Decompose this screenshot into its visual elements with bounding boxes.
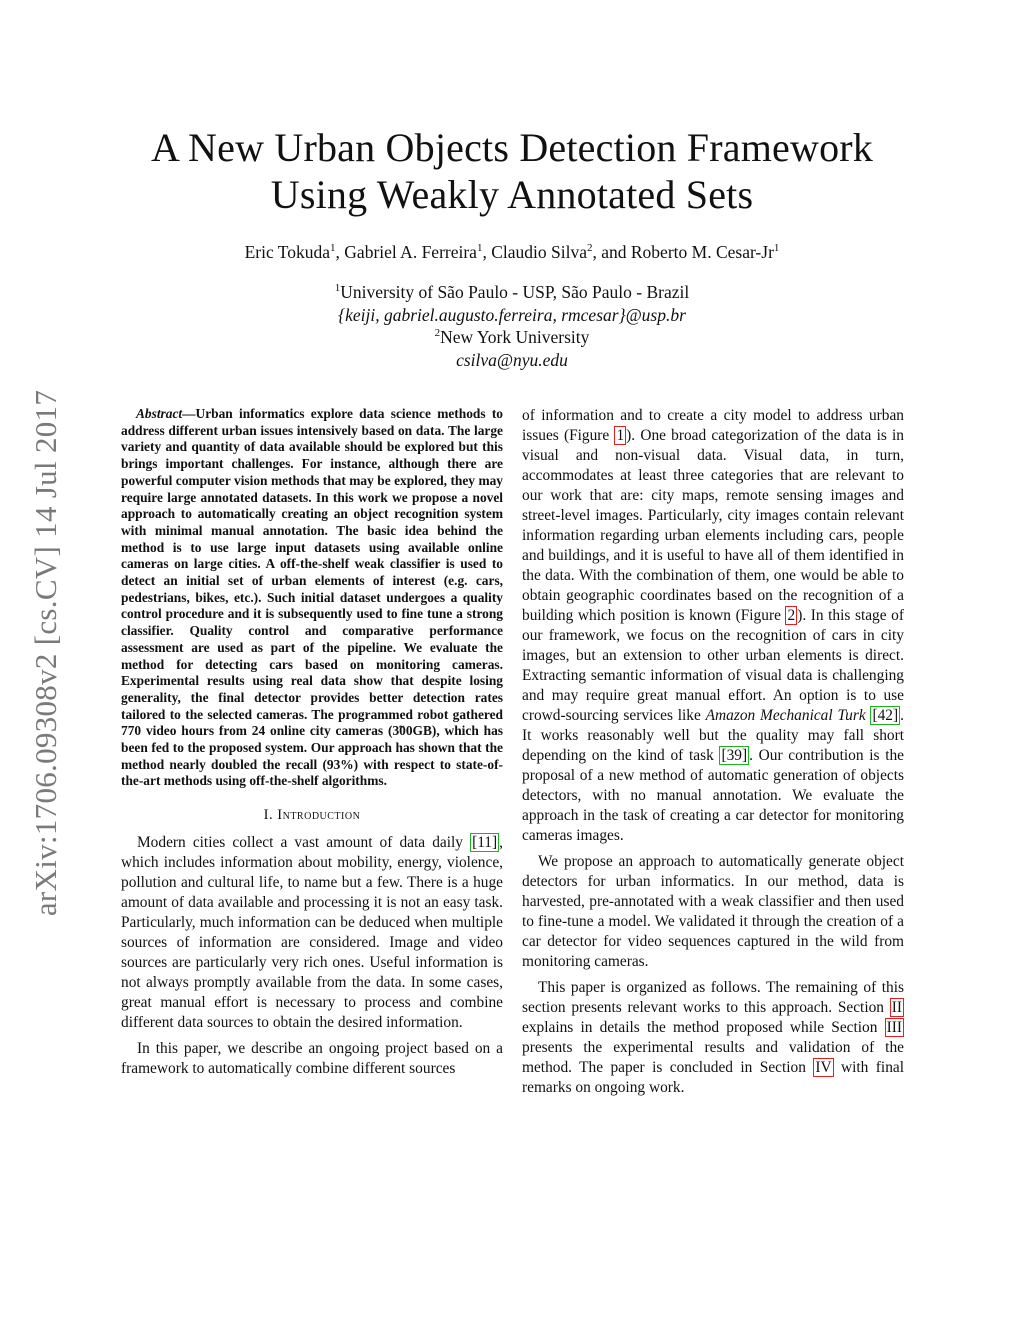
affiliation-2-email: csilva@nyu.edu xyxy=(456,349,568,370)
paper-title xyxy=(0,124,1024,218)
author-affiliation-mark: 1 xyxy=(773,242,780,255)
paragraph-text: . It works reasonably well but the quality may fall short depending on the kind of task xyxy=(522,707,904,764)
intro-paragraph-3 xyxy=(522,406,904,846)
citation-link[interactable]: [39] xyxy=(721,747,748,764)
abstract xyxy=(121,406,503,790)
author-name: Gabriel A. Ferreira xyxy=(344,242,477,262)
citation-link[interactable]: [11] xyxy=(472,834,498,852)
paragraph-text: This paper is organized as follows. The remaining of this section presents relevant works to this approach. Section xyxy=(522,979,904,1016)
arxiv-identifier: arXiv:1706.09308v2 [cs.CV] 14 Jul 2017 xyxy=(28,389,63,916)
paragraph-text: ). In this stage of our framework, we focus on the recognition of cars in city images, but an extension to other urban elements is direct. Extracting semantic information of visual data is challenging and may require great manual effort. An option is to use crowd-sourcing services like xyxy=(522,607,904,724)
title-line-2: Using Weakly Annotated Sets xyxy=(270,172,754,217)
paragraph-text: Modern cities collect a vast amount of data daily xyxy=(137,834,471,852)
affiliation-1-mark: 1 xyxy=(334,282,341,295)
affiliation-2-mark: 2 xyxy=(434,327,441,340)
paragraph-text: presents the experimental results and validation of the method. The paper is concluded in Section xyxy=(522,1039,904,1076)
section-title: Introduction xyxy=(277,807,361,824)
intro-paragraph-4: We propose an approach to automatically generate object detectors for urban informatics. In our method, data is harvested, pre-annotated with a weak classifier and then used to fine-tune a model. We validated it through the creation of a car detector for video sequences captured in the wild from monitoring cameras. xyxy=(522,853,904,970)
affiliation-1 xyxy=(0,281,1024,304)
author-affiliation-mark: 1 xyxy=(330,242,336,255)
left-column xyxy=(121,406,503,1085)
author-name: Claudio Silva xyxy=(491,242,587,262)
paragraph-text: with final remarks on ongoing work. xyxy=(522,1059,904,1096)
intro-paragraph-5 xyxy=(522,978,904,1098)
paragraph-text: of information and to create a city model to address urban issues (Figure xyxy=(522,407,904,444)
right-column xyxy=(522,406,904,1104)
affiliations xyxy=(0,281,1024,371)
paragraph-text: , which includes information about mobility, energy, violence, pollution and cultural life, to name but a few. There is a huge amount of data available and processing it is not an easy task. Particularly, much information can be deduced when multiple sources of information are considered. Image and video sources are particularly very rich ones. Useful information is not always promptly available from the data. In some cases, great manual effort is necessary to process and combine different data sources to obtain the desired information. xyxy=(121,834,503,1032)
affiliation-2-text: New York University xyxy=(440,327,590,347)
author-separator: , and xyxy=(592,242,631,262)
section-heading-introduction xyxy=(121,807,503,824)
paragraph-text: explains in details the method proposed while Section xyxy=(522,1019,885,1036)
affiliation-1-text: University of São Paulo - USP, São Paulo - Brazil xyxy=(340,282,690,302)
figure-reference-link[interactable]: 2 xyxy=(787,607,796,624)
affiliation-2 xyxy=(0,326,1024,349)
author-separator: , xyxy=(482,242,492,262)
section-reference-link[interactable]: III xyxy=(886,1019,902,1036)
arxiv-side-stamp xyxy=(28,365,64,940)
author-affiliation-mark: 2 xyxy=(586,242,593,255)
author-list xyxy=(0,242,1024,263)
author-affiliation-mark: 1 xyxy=(476,242,483,255)
intro-paragraph-2: In this paper, we describe an ongoing project based on a framework to automatically combine different sources xyxy=(121,1040,503,1078)
paragraph-text: . Our contribution is the proposal of a new method of automatic generation of objects detectors, with no manual annotation. We evaluate the approach in the task of creating a car detector for monitoring cameras images. xyxy=(522,747,904,844)
paragraph-text: ). One broad categorization of the data is in visual and non-visual data. Visual data, in turn, accommodates at least three categories that are relevant to our work that are: city maps, remote sensing images and street-level images. Particularly, city images contain relevant information regarding urban elements including cars, people and buildings, and it is useful to have all of them identified in the data. With the combination of them, one would be able to obtain geographic coordinates based on the recognition of a building which position is known (Figure xyxy=(522,427,904,624)
citation-link[interactable]: [42] xyxy=(872,707,899,724)
abstract-text: —Urban informatics explore data science methods to address different urban issues intensively based on data. The large variety and quantity of data available should be explored but this brings important challenges. For instance, although there are powerful computer vision methods that may be explored, they may require large annotated datasets. In this work we propose a novel approach to automatically creating an object recognition system with minimal manual annotation. The basic idea behind the method is to use large input datasets using available online cameras on large cities. A off-the-shelf weak classifier is used to detect an initial set of urban elements of interest (e.g. cars, pedestrians, bikes, etc.). Such initial dataset undergoes a quality control procedure and it is subsequently used to fine tune a strong classifier. Quality control and comparative performance assessment are used as part of the pipeline. We evaluate the method for detecting cars based on monitoring cameras. Experimental results using real data show that despite losing generality, the final detector provides better detection rates tailored to the selected cameras. The programmed robot gathered 770 video hours from 24 online city cameras (3̃00GB), which has been fed to the proposed system. Our approach has shown that the method nearly doubled the recall (93%) with respect to state-of-the-art methods using off-the-shelf algorithms. xyxy=(121,406,503,789)
title-line-1: A New Urban Objects Detection Framework xyxy=(150,125,874,170)
author-name: Roberto M. Cesar-Jr xyxy=(630,242,774,262)
author-separator: , xyxy=(335,242,345,262)
affiliation-1-emails: {keiji, gabriel.augusto.ferreira, rmcesar}@usp.br xyxy=(338,304,686,325)
section-reference-link[interactable]: IV xyxy=(815,1059,832,1076)
service-name: Amazon Mechanical Turk xyxy=(705,707,866,724)
abstract-label: Abstract xyxy=(136,406,183,421)
intro-paragraph-1 xyxy=(121,833,503,1033)
author-name: Eric Tokuda xyxy=(244,242,331,262)
section-number: I. xyxy=(263,807,278,824)
section-reference-link[interactable]: II xyxy=(891,999,902,1016)
figure-reference-link[interactable]: 1 xyxy=(616,427,625,444)
